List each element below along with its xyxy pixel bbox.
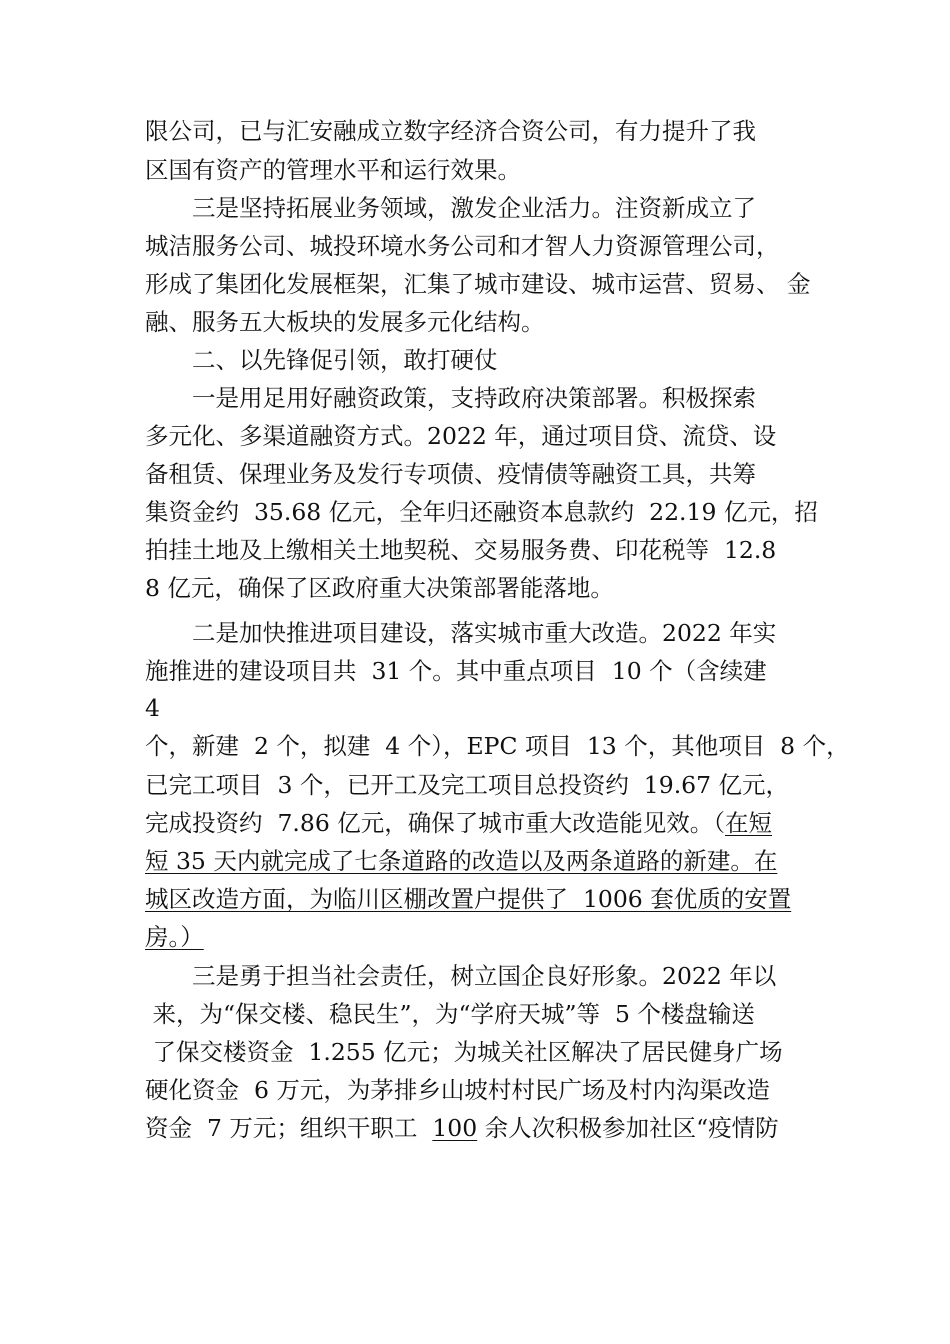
text-line [145, 421, 776, 451]
text-line [145, 573, 614, 603]
text-line [145, 193, 756, 223]
text-line [145, 231, 780, 261]
text-segment: 8 亿元，确保了区政府重大决策部署能落地。 [145, 574, 614, 602]
text-segment: 余人次积极参加社区“疫情防 [477, 1114, 779, 1142]
text-segment: 备租赁、保理业务及发行专项债、疫情债等融资工具，共筹 [145, 460, 756, 488]
text-line [145, 1075, 770, 1105]
underlined-segment: 在短 [724, 809, 772, 837]
text-segment: 形成了集团化发展框架，汇集了城市建设、城市运营、贸易、 金 [145, 270, 811, 298]
text-segment: 二是加快推进项目建设，落实城市重大改造。2022 年实 [145, 619, 777, 647]
section-heading [145, 345, 498, 375]
text-line [145, 808, 772, 838]
text-segment: 三是坚持拓展业务领域，激发企业活力。注资新成立了 [145, 194, 756, 222]
text-line [145, 846, 777, 876]
text-segment: 已完工项目 3 个，已开工及完工项目总投资约 19.67 亿元， [145, 771, 790, 799]
text-segment: 了保交楼资金 1.255 亿元；为城关社区解决了居民健身广场 [145, 1038, 783, 1066]
text-line [145, 459, 756, 489]
text-segment: 限公司，已与汇安融成立数字经济合资公司，有力提升了我 [145, 117, 756, 145]
text-segment: 硬化资金 6 万元，为茅排乡山坡村村民广场及村内沟渠改造 [145, 1076, 770, 1104]
text-line [145, 693, 160, 723]
text-segment: 施推进的建设项目共 31 个。其中重点项目 10 个（含续建 [145, 657, 767, 685]
underlined-segment: 100 [432, 1114, 478, 1142]
text-line [145, 116, 756, 146]
text-line [145, 656, 767, 686]
text-line [145, 961, 776, 991]
text-segment: 来，为“保交楼、稳民生”，为“学府天城”等 5 个楼盘输送 [145, 1000, 755, 1028]
text-segment: 二、以先锋促引领，敢打硬仗 [145, 346, 498, 374]
text-line [145, 884, 791, 914]
text-line [145, 618, 776, 648]
text-segment: 一是用足用好融资政策，支持政府决策部署。积极探索 [145, 384, 756, 412]
text-line [145, 1037, 783, 1067]
text-segment: 区国有资产的管理水平和运行效果。 [145, 156, 521, 184]
text-segment: 集资金约 35.68 亿元，全年归还融资本息款约 22.19 亿元，招 [145, 498, 818, 526]
underlined-segment: 短 35 天内就完成了七条道路的改造以及两条道路的新建。在 [145, 847, 778, 875]
text-segment: 拍挂土地及上缴相关土地契税、交易服务费、印花税等 12.8 [145, 536, 777, 564]
underlined-segment: 城区改造方面，为临川区棚改置户提供了 1006 套优质的安置 [145, 885, 792, 913]
text-line [145, 731, 850, 761]
text-segment: 多元化、多渠道融资方式。2022 年，通过项目贷、流贷、设 [145, 422, 777, 450]
text-segment: 4 [145, 694, 160, 722]
text-line [145, 383, 756, 413]
text-line [145, 999, 755, 1029]
text-segment: 融、服务五大板块的发展多元化结构。 [145, 308, 545, 336]
text-line [145, 155, 521, 185]
text-line [145, 535, 776, 565]
text-line [145, 307, 545, 337]
text-line [145, 269, 810, 299]
text-line [145, 497, 818, 527]
text-segment: 三是勇于担当社会责任，树立国企良好形象。2022 年以 [145, 962, 777, 990]
text-segment: 城洁服务公司、城投环境水务公司和才智人力资源管理公司， [145, 232, 780, 260]
text-line [145, 922, 204, 952]
text-segment: 个，新建 2 个，拟建 4 个），EPC 项目 13 个，其他项目 8 个， [145, 732, 850, 760]
text-line [145, 770, 789, 800]
text-segment: 完成投资约 7.86 亿元，确保了城市重大改造能见效。（ [145, 809, 725, 837]
text-line [145, 1113, 779, 1143]
underlined-segment: 房。） [145, 923, 204, 951]
text-segment: 资金 7 万元；组织干职工 [145, 1114, 433, 1142]
